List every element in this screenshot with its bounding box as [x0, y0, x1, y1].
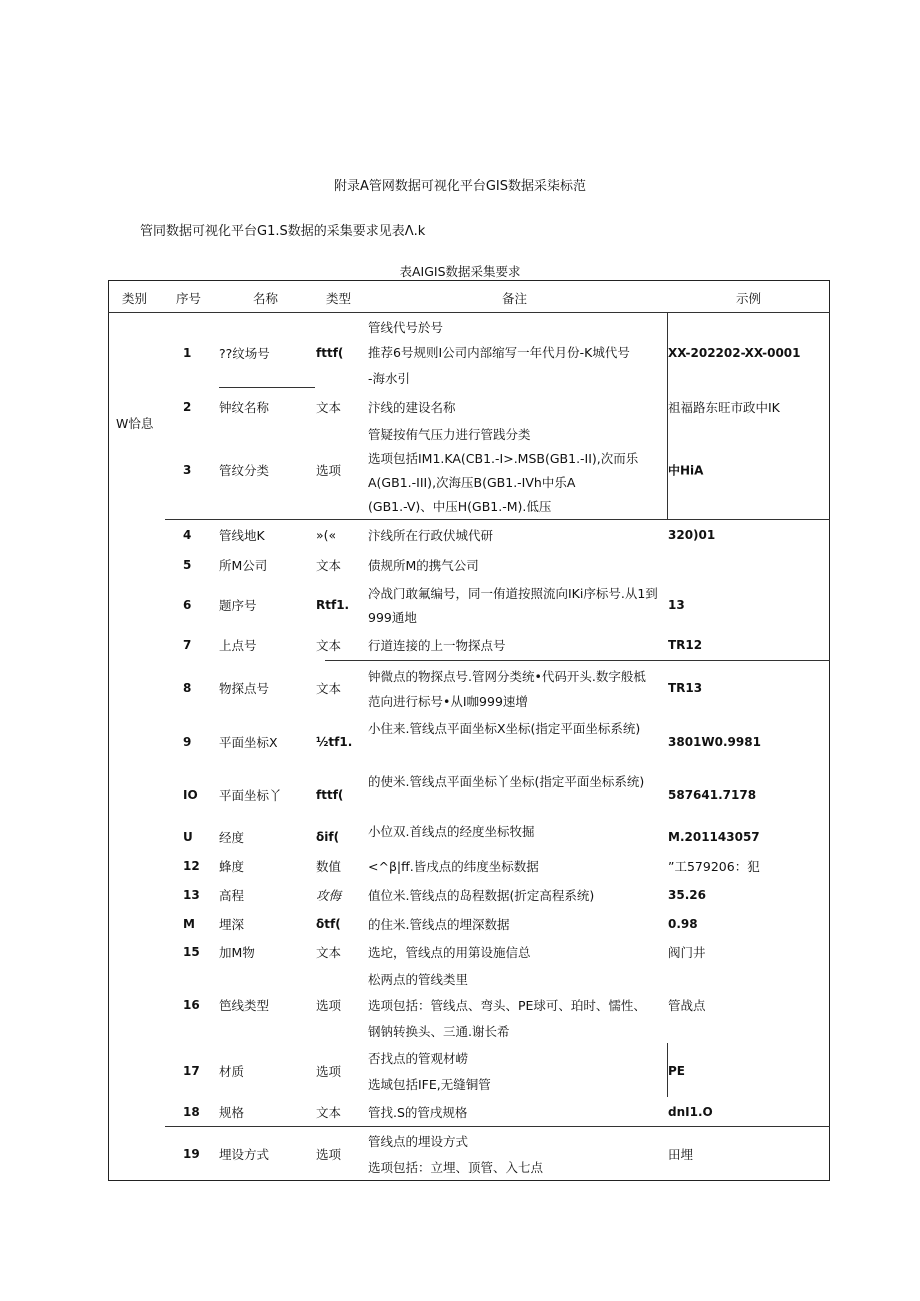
- table-row: [0, 663, 920, 713]
- remark-line: 债规所M的携气公司: [368, 558, 479, 573]
- remark-cell: [368, 631, 506, 659]
- type-cell: 选项: [316, 998, 342, 1013]
- seq-cell: 15: [183, 945, 200, 959]
- remark-cell: [368, 716, 640, 771]
- type-cell: Rtf1.: [316, 598, 350, 612]
- example-cell: 13: [668, 598, 685, 612]
- remark-line: 管线点的埋设方式: [368, 1134, 469, 1149]
- type-cell: fttf(: [316, 788, 344, 802]
- type-cell: fttf(: [316, 345, 344, 360]
- table-row: [0, 1128, 920, 1180]
- remark-line: 选项包括：立埋、顶管、入七点: [368, 1160, 544, 1175]
- remark-cell: [368, 822, 534, 852]
- type-cell: 文本: [316, 1105, 342, 1120]
- name-cell: 经度: [219, 830, 245, 845]
- name-cell: 埋深: [219, 917, 245, 932]
- seq-cell: 18: [183, 1105, 200, 1119]
- intro-paragraph: 管同数据可视化平台G1.S数据的采集要求见表Λ.k: [140, 224, 426, 239]
- seq-cell: IO: [183, 788, 198, 802]
- example-cell: 祖福路东旺市政中IK: [668, 400, 780, 415]
- remark-line: 小住来.管线点平面坐标X坐标(指定平面坐标系统): [368, 721, 641, 736]
- remark-line: 选项包括IM1.KA(CB1.-I>.MSB(GB1.-II),次而乐: [368, 451, 639, 466]
- table-row: [0, 1045, 920, 1097]
- name-cell: 埋设方式: [219, 1147, 270, 1162]
- remark-cell: [368, 393, 456, 421]
- type-cell: 文本: [316, 558, 342, 573]
- example-cell: TR12: [668, 638, 703, 652]
- name-cell: 平面坐标丫: [219, 788, 282, 803]
- remark-cell: [368, 314, 630, 391]
- seq-cell: 17: [183, 1064, 200, 1078]
- remark-cell: [368, 881, 594, 909]
- remark-line: 选坨，管线点的用第设施信总: [368, 945, 531, 960]
- remark-line: 选域包括IFE,无缝铜管: [368, 1077, 491, 1092]
- example-cell: 0.98: [668, 917, 698, 931]
- header-seq: 序号: [176, 291, 202, 306]
- name-cell: 规格: [219, 1105, 245, 1120]
- remark-cell: [368, 966, 646, 1044]
- table-row: [0, 581, 920, 629]
- name-cell: 管纹分类: [219, 463, 270, 478]
- remark-line: 值位米.管线点的岛程数据(折定高程系统): [368, 888, 595, 903]
- remark-line: -海水引: [368, 371, 411, 387]
- name-cell: 钟纹名称: [219, 400, 270, 415]
- seq-cell: 2: [183, 400, 192, 414]
- table-row: [0, 550, 920, 580]
- remark-line: 推荐6号规则Ⅰ公司内部缩写一年代月份-K城代号: [368, 345, 630, 361]
- remark-line: 选项包括：管线点、弯头、PE球可、珀时、懦性、: [368, 998, 646, 1013]
- remark-cell: [368, 550, 479, 580]
- example-cell: 35.26: [668, 888, 706, 902]
- name-cell: 材质: [219, 1064, 245, 1079]
- seq-cell: 8: [183, 681, 192, 695]
- remark-line: 999通地: [368, 610, 417, 625]
- example-cell: 阀门井: [668, 945, 706, 960]
- remark-cell: [368, 910, 509, 938]
- table-row: [0, 852, 920, 880]
- table-row: [0, 393, 920, 421]
- header-divider: [108, 312, 830, 313]
- remark-line: (GB1.-V)、中压H(GB1.-M).低压: [368, 499, 552, 514]
- table-row: [0, 631, 920, 659]
- remark-line: 的住米.管线点的埋深数据: [368, 917, 510, 932]
- type-cell: δtf(: [316, 917, 341, 931]
- example-cell: PE: [668, 1064, 685, 1078]
- example-cell: 管战点: [668, 998, 706, 1013]
- remark-cell: [368, 938, 531, 966]
- seq-cell: 6: [183, 598, 192, 612]
- row-divider: [165, 1126, 830, 1127]
- seq-cell: M: [183, 917, 195, 931]
- seq-cell: 9: [183, 735, 192, 749]
- header-remark: 备注: [502, 291, 528, 306]
- example-cell: 中HiA: [668, 463, 704, 478]
- type-cell: 选项: [316, 1147, 342, 1162]
- name-cell: 平面坐标X: [219, 735, 278, 750]
- name-cell: 加M物: [219, 945, 255, 960]
- remark-line: 汴线的建设名称: [368, 400, 456, 415]
- example-cell: ”工579206：犯: [668, 859, 760, 874]
- remark-line: 否找点的管观材崂: [368, 1051, 469, 1066]
- table-row: [0, 314, 920, 391]
- table-row: [0, 716, 920, 768]
- remark-cell: [368, 422, 638, 518]
- row-divider: [165, 519, 830, 520]
- example-cell: 3801W0.9981: [668, 735, 761, 749]
- remark-cell: [368, 1045, 491, 1097]
- type-cell: »(«: [316, 527, 337, 543]
- seq-cell: 3: [183, 463, 192, 477]
- type-cell: 文本: [316, 945, 342, 960]
- seq-cell: 13: [183, 888, 200, 902]
- table-row: [0, 822, 920, 852]
- table-row: [0, 769, 920, 821]
- remark-line: 钟微点的物探点号.管网分类统•代码开头.数字般柢: [368, 668, 646, 684]
- type-cell: 数值: [316, 859, 342, 874]
- remark-line: 行道连接的上一物探点号: [368, 638, 506, 653]
- remark-line: <^β|ff.皆戌点的纬度坐标数据: [368, 859, 539, 874]
- example-cell: M.201143057: [668, 830, 760, 844]
- remark-cell: [368, 1098, 467, 1126]
- seq-cell: 1: [183, 345, 192, 360]
- name-cell: 蜂度: [219, 859, 245, 874]
- remark-line: 松两点的管线类里: [368, 972, 469, 987]
- table-row: [0, 910, 920, 938]
- name-cell: 上点号: [219, 638, 257, 653]
- example-cell: XX-202202-XX-0001: [668, 345, 801, 360]
- remark-line: 管线代号於号: [368, 319, 444, 335]
- name-cell: 管线地K: [219, 528, 265, 543]
- name-cell: ??纹场号: [219, 345, 270, 361]
- example-cell: 587641.7178: [668, 788, 757, 802]
- remark-cell: [368, 663, 646, 713]
- category-label: W恰息: [116, 416, 154, 431]
- header-type: 类型: [326, 291, 352, 306]
- table-row: [0, 1098, 920, 1126]
- remark-line: 范向进行标号•从I咖999速增: [368, 693, 528, 709]
- table-row: [0, 881, 920, 909]
- type-cell: δif(: [316, 830, 340, 844]
- type-cell: ½tf1.: [316, 735, 353, 749]
- remark-line: A(GB1.-III),次海压B(GB1.-IVh中乐A: [368, 475, 576, 490]
- seq-cell: 7: [183, 638, 192, 652]
- header-example: 示例: [736, 291, 762, 306]
- header-category: 类别: [122, 291, 148, 306]
- remark-cell: [368, 581, 658, 629]
- type-cell: 文本: [316, 400, 342, 415]
- table-row: [0, 422, 920, 518]
- remark-line: 钢钠转换头、三通.谢长希: [368, 1024, 510, 1039]
- name-cell: 物探点号: [219, 681, 270, 696]
- remark-line: 的使米.管线点平面坐标丫坐标(指定平面坐标系统): [368, 774, 645, 789]
- remark-line: 汴线所在行政伏城代研: [368, 528, 494, 543]
- appendix-heading: 附录A管网数据可视化平台GIS数据采柒标范: [333, 179, 587, 194]
- example-cell: dnI1.O: [668, 1105, 713, 1119]
- remark-line: 管找.S的管戌规格: [368, 1105, 468, 1120]
- seq-cell: 16: [183, 998, 200, 1012]
- type-cell: 文本: [316, 681, 342, 696]
- type-cell: 选项: [316, 463, 342, 478]
- type-cell: 选项: [316, 1064, 342, 1079]
- table-row: [0, 938, 920, 966]
- seq-cell: 12: [183, 859, 200, 873]
- example-cell: 320)01: [668, 528, 716, 542]
- seq-cell: 5: [183, 558, 192, 572]
- name-cell: 高程: [219, 888, 245, 903]
- remark-line: 管疑按侑气压力进行管践分类: [368, 427, 531, 442]
- row-divider: [325, 660, 830, 661]
- remark-line: 冷战门敢氟编号，同一侑道按照流向IKi序标号.从1到: [368, 586, 658, 601]
- seq-cell: 19: [183, 1147, 200, 1161]
- type-cell: 文本: [316, 638, 342, 653]
- name-cell: 题序号: [219, 598, 257, 613]
- name-cell: 笆线类型: [219, 998, 270, 1013]
- name-cell: 所M公司: [219, 558, 268, 573]
- example-cell: TR13: [668, 681, 703, 695]
- seq-cell: 4: [183, 528, 192, 542]
- table-caption: 表AIGIS数据采集要求: [399, 264, 521, 279]
- example-cell: 田埋: [668, 1147, 694, 1162]
- seq-cell: U: [183, 830, 193, 844]
- remark-cell: [368, 1128, 543, 1180]
- type-cell: 攻侮: [316, 888, 342, 903]
- remark-cell: [368, 852, 539, 880]
- header-name: 名称: [253, 291, 279, 306]
- table-row: [0, 521, 920, 549]
- table-row: [0, 966, 920, 1044]
- remark-line: 小位双.首线点的经度坐标牧掘: [368, 824, 535, 839]
- remark-cell: [368, 769, 644, 824]
- remark-cell: [368, 521, 493, 549]
